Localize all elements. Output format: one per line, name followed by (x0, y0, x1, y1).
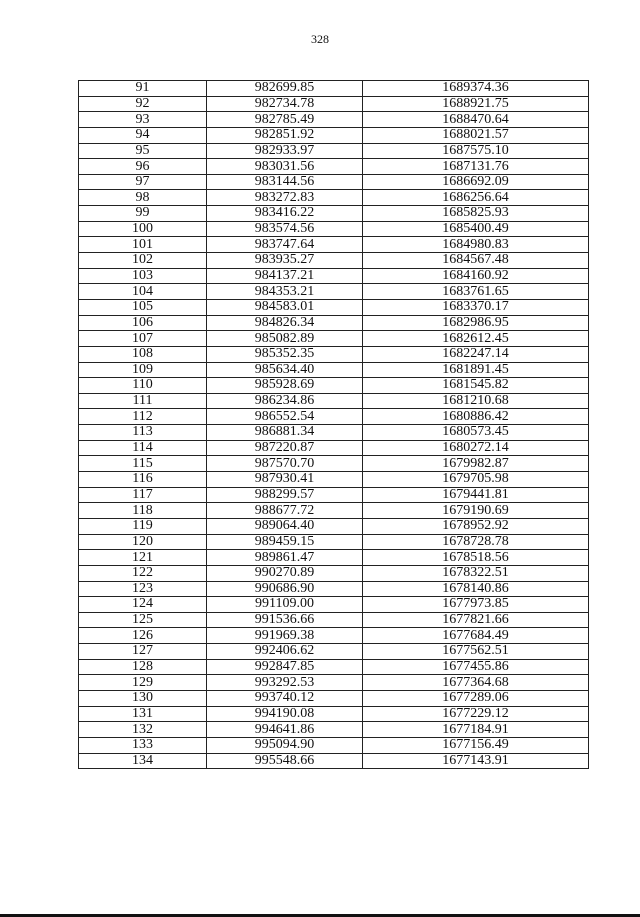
table-row (79, 96, 589, 112)
page-number: 328 (311, 32, 329, 46)
y-coordinate-cell: 1683761.65 (363, 284, 589, 300)
table-row (79, 722, 589, 738)
x-coordinate-cell: 986552.54 (207, 409, 363, 425)
point-number-cell: 113 (79, 425, 207, 441)
x-coordinate-cell: 995548.66 (207, 753, 363, 769)
y-coordinate-cell: 1677143.91 (363, 753, 589, 769)
table-row (79, 675, 589, 691)
y-coordinate-cell: 1684567.48 (363, 253, 589, 269)
point-number-cell: 103 (79, 268, 207, 284)
table-row (79, 472, 589, 488)
y-coordinate-cell: 1680272.14 (363, 440, 589, 456)
x-coordinate-cell: 988299.57 (207, 487, 363, 503)
point-number-cell: 134 (79, 753, 207, 769)
point-number-cell: 127 (79, 644, 207, 660)
x-coordinate-cell: 993740.12 (207, 690, 363, 706)
y-coordinate-cell: 1682247.14 (363, 346, 589, 362)
y-coordinate-cell: 1677156.49 (363, 737, 589, 753)
table-row (79, 112, 589, 128)
x-coordinate-cell: 984353.21 (207, 284, 363, 300)
table-row (79, 331, 589, 347)
table-row (79, 127, 589, 143)
y-coordinate-cell: 1684160.92 (363, 268, 589, 284)
x-coordinate-cell: 985634.40 (207, 362, 363, 378)
table-row (79, 206, 589, 222)
x-coordinate-cell: 983031.56 (207, 159, 363, 175)
x-coordinate-cell: 987220.87 (207, 440, 363, 456)
x-coordinate-cell: 991536.66 (207, 612, 363, 628)
y-coordinate-cell: 1688470.64 (363, 112, 589, 128)
table-row (79, 378, 589, 394)
point-number-cell: 114 (79, 440, 207, 456)
y-coordinate-cell: 1679441.81 (363, 487, 589, 503)
point-number-cell: 132 (79, 722, 207, 738)
point-number-cell: 124 (79, 597, 207, 613)
point-number-cell: 104 (79, 284, 207, 300)
y-coordinate-cell: 1683370.17 (363, 299, 589, 315)
y-coordinate-cell: 1677684.49 (363, 628, 589, 644)
table-row (79, 737, 589, 753)
point-number-cell: 100 (79, 221, 207, 237)
x-coordinate-cell: 982851.92 (207, 127, 363, 143)
x-coordinate-cell: 982734.78 (207, 96, 363, 112)
x-coordinate-cell: 989459.15 (207, 534, 363, 550)
y-coordinate-cell: 1677455.86 (363, 659, 589, 675)
y-coordinate-cell: 1681891.45 (363, 362, 589, 378)
y-coordinate-cell: 1679190.69 (363, 503, 589, 519)
y-coordinate-cell: 1677562.51 (363, 644, 589, 660)
x-coordinate-cell: 983935.27 (207, 253, 363, 269)
point-number-cell: 123 (79, 581, 207, 597)
y-coordinate-cell: 1677821.66 (363, 612, 589, 628)
table-row (79, 659, 589, 675)
y-coordinate-cell: 1678322.51 (363, 565, 589, 581)
x-coordinate-cell: 988677.72 (207, 503, 363, 519)
point-number-cell: 96 (79, 159, 207, 175)
table-row (79, 315, 589, 331)
table-row (79, 425, 589, 441)
table-row (79, 190, 589, 206)
table-row (79, 237, 589, 253)
table-row (79, 612, 589, 628)
x-coordinate-cell: 982933.97 (207, 143, 363, 159)
point-number-cell: 112 (79, 409, 207, 425)
x-coordinate-cell: 989861.47 (207, 550, 363, 566)
point-number-cell: 91 (79, 81, 207, 97)
table-row (79, 550, 589, 566)
y-coordinate-cell: 1678952.92 (363, 518, 589, 534)
point-number-cell: 109 (79, 362, 207, 378)
point-number-cell: 111 (79, 393, 207, 409)
y-coordinate-cell: 1686692.09 (363, 174, 589, 190)
x-coordinate-cell: 991109.00 (207, 597, 363, 613)
point-number-cell: 130 (79, 690, 207, 706)
x-coordinate-cell: 989064.40 (207, 518, 363, 534)
y-coordinate-cell: 1685825.93 (363, 206, 589, 222)
point-number-cell: 108 (79, 346, 207, 362)
point-number-cell: 118 (79, 503, 207, 519)
x-coordinate-cell: 994190.08 (207, 706, 363, 722)
table-body (79, 81, 589, 769)
table-row (79, 534, 589, 550)
point-number-cell: 106 (79, 315, 207, 331)
point-number-cell: 129 (79, 675, 207, 691)
table-row (79, 268, 589, 284)
table-row (79, 81, 589, 97)
y-coordinate-cell: 1687131.76 (363, 159, 589, 175)
table-row (79, 487, 589, 503)
y-coordinate-cell: 1677184.91 (363, 722, 589, 738)
x-coordinate-cell: 983416.22 (207, 206, 363, 222)
table-row (79, 503, 589, 519)
table-row (79, 299, 589, 315)
y-coordinate-cell: 1682986.95 (363, 315, 589, 331)
point-number-cell: 101 (79, 237, 207, 253)
y-coordinate-cell: 1677364.68 (363, 675, 589, 691)
x-coordinate-cell: 983272.83 (207, 190, 363, 206)
x-coordinate-cell: 995094.90 (207, 737, 363, 753)
x-coordinate-cell: 984583.01 (207, 299, 363, 315)
x-coordinate-cell: 992406.62 (207, 644, 363, 660)
y-coordinate-cell: 1679982.87 (363, 456, 589, 472)
y-coordinate-cell: 1677973.85 (363, 597, 589, 613)
x-coordinate-cell: 990686.90 (207, 581, 363, 597)
y-coordinate-cell: 1687575.10 (363, 143, 589, 159)
x-coordinate-cell: 983144.56 (207, 174, 363, 190)
y-coordinate-cell: 1677289.06 (363, 690, 589, 706)
point-number-cell: 110 (79, 378, 207, 394)
table-row (79, 565, 589, 581)
y-coordinate-cell: 1684980.83 (363, 237, 589, 253)
x-coordinate-cell: 985082.89 (207, 331, 363, 347)
point-number-cell: 95 (79, 143, 207, 159)
point-number-cell: 98 (79, 190, 207, 206)
point-number-cell: 122 (79, 565, 207, 581)
point-number-cell: 107 (79, 331, 207, 347)
table-row (79, 393, 589, 409)
x-coordinate-cell: 985928.69 (207, 378, 363, 394)
x-coordinate-cell: 994641.86 (207, 722, 363, 738)
y-coordinate-cell: 1678728.78 (363, 534, 589, 550)
point-number-cell: 125 (79, 612, 207, 628)
x-coordinate-cell: 984826.34 (207, 315, 363, 331)
table-row (79, 253, 589, 269)
coordinate-table (78, 80, 589, 769)
table-row (79, 159, 589, 175)
y-coordinate-cell: 1677229.12 (363, 706, 589, 722)
x-coordinate-cell: 982699.85 (207, 81, 363, 97)
point-number-cell: 93 (79, 112, 207, 128)
x-coordinate-cell: 992847.85 (207, 659, 363, 675)
table-row (79, 518, 589, 534)
table-row (79, 644, 589, 660)
x-coordinate-cell: 985352.35 (207, 346, 363, 362)
point-number-cell: 102 (79, 253, 207, 269)
point-number-cell: 115 (79, 456, 207, 472)
y-coordinate-cell: 1685400.49 (363, 221, 589, 237)
x-coordinate-cell: 986881.34 (207, 425, 363, 441)
y-coordinate-cell: 1688921.75 (363, 96, 589, 112)
table-row (79, 362, 589, 378)
point-number-cell: 131 (79, 706, 207, 722)
x-coordinate-cell: 983574.56 (207, 221, 363, 237)
y-coordinate-cell: 1689374.36 (363, 81, 589, 97)
x-coordinate-cell: 991969.38 (207, 628, 363, 644)
y-coordinate-cell: 1681545.82 (363, 378, 589, 394)
y-coordinate-cell: 1678518.56 (363, 550, 589, 566)
point-number-cell: 105 (79, 299, 207, 315)
table-row (79, 346, 589, 362)
table-row (79, 440, 589, 456)
point-number-cell: 126 (79, 628, 207, 644)
y-coordinate-cell: 1680573.45 (363, 425, 589, 441)
y-coordinate-cell: 1678140.86 (363, 581, 589, 597)
table-row (79, 581, 589, 597)
x-coordinate-cell: 984137.21 (207, 268, 363, 284)
y-coordinate-cell: 1686256.64 (363, 190, 589, 206)
table-row (79, 597, 589, 613)
point-number-cell: 99 (79, 206, 207, 222)
point-number-cell: 92 (79, 96, 207, 112)
table-row (79, 409, 589, 425)
x-coordinate-cell: 993292.53 (207, 675, 363, 691)
table-row (79, 221, 589, 237)
y-coordinate-cell: 1681210.68 (363, 393, 589, 409)
x-coordinate-cell: 986234.86 (207, 393, 363, 409)
x-coordinate-cell: 987930.41 (207, 472, 363, 488)
y-coordinate-cell: 1680886.42 (363, 409, 589, 425)
point-number-cell: 128 (79, 659, 207, 675)
point-number-cell: 94 (79, 127, 207, 143)
y-coordinate-cell: 1682612.45 (363, 331, 589, 347)
y-coordinate-cell: 1688021.57 (363, 127, 589, 143)
point-number-cell: 117 (79, 487, 207, 503)
table-row (79, 456, 589, 472)
table-row (79, 143, 589, 159)
table-row (79, 284, 589, 300)
y-coordinate-cell: 1679705.98 (363, 472, 589, 488)
table-row (79, 706, 589, 722)
point-number-cell: 97 (79, 174, 207, 190)
x-coordinate-cell: 987570.70 (207, 456, 363, 472)
table-row (79, 690, 589, 706)
point-number-cell: 121 (79, 550, 207, 566)
table-row (79, 628, 589, 644)
x-coordinate-cell: 990270.89 (207, 565, 363, 581)
x-coordinate-cell: 982785.49 (207, 112, 363, 128)
point-number-cell: 120 (79, 534, 207, 550)
point-number-cell: 133 (79, 737, 207, 753)
point-number-cell: 119 (79, 518, 207, 534)
table-row (79, 174, 589, 190)
table-row (79, 753, 589, 769)
x-coordinate-cell: 983747.64 (207, 237, 363, 253)
point-number-cell: 116 (79, 472, 207, 488)
